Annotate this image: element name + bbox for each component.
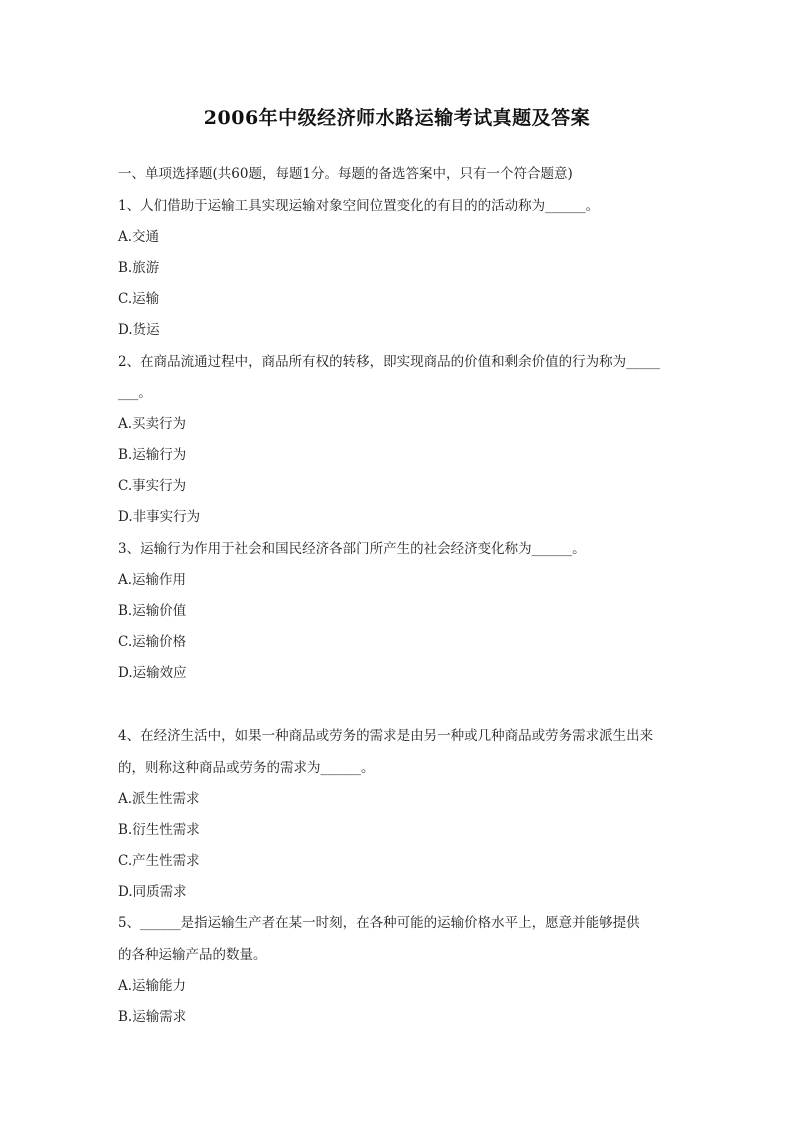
section-heading: 一、单项选择题(共60题，每题1分。每题的备选答案中，只有一个符合题意)	[118, 166, 573, 182]
page-title: 2006年中级经济师水路运输考试真题及答案	[203, 107, 591, 129]
question-4-option-d: D.同质需求	[118, 884, 187, 900]
question-3-option-c: C.运输价格	[118, 634, 187, 650]
question-1-option-d: D.货运	[118, 322, 160, 338]
question-4-option-a: A.派生性需求	[118, 791, 200, 807]
question-2-stem-line-1: 2、在商品流通过程中，商品所有权的转移，即实现商品的价值和剩余价值的行为称为_____	[118, 354, 660, 370]
question-5-stem-line-1: 5、______是指运输生产者在某一时刻，在各种可能的运输价格水平上，愿意并能够提供	[118, 915, 640, 931]
question-3-option-d: D.运输效应	[118, 665, 187, 681]
question-2-option-b: B.运输行为	[118, 447, 187, 463]
question-5-option-a: A.运输能力	[118, 978, 187, 994]
question-2-option-d: D.非事实行为	[118, 509, 201, 525]
question-4-stem-line-2: 的，则称这种商品或劳务的需求为______。	[118, 760, 375, 776]
question-2-option-a: A.买卖行为	[118, 416, 187, 432]
question-3-option-b: B.运输价值	[118, 603, 187, 619]
question-5-option-b: B.运输需求	[118, 1009, 187, 1025]
question-2-stem-line-2: ___。	[118, 385, 152, 401]
question-3-stem-line-1: 3、运输行为作用于社会和国民经济各部门所产生的社会经济变化称为______。	[118, 541, 586, 557]
question-4-option-c: C.产生性需求	[118, 853, 200, 869]
question-3-option-a: A.运输作用	[118, 572, 187, 588]
question-1-option-b: B.旅游	[118, 260, 160, 276]
question-2-option-c: C.事实行为	[118, 478, 187, 494]
question-4-option-b: B.衍生性需求	[118, 822, 200, 838]
question-1-option-a: A.交通	[118, 229, 160, 245]
question-5-stem-line-2: 的各种运输产品的数量。	[118, 947, 267, 963]
question-1-option-c: C.运输	[118, 291, 160, 307]
question-1-stem-line-1: 1、人们借助于运输工具实现运输对象空间位置变化的有目的的活动称为______。	[118, 198, 600, 214]
question-4-stem-line-1: 4、在经济生活中，如果一种商品或劳务的需求是由另一种或几种商品或劳务需求派生出来	[118, 728, 654, 744]
